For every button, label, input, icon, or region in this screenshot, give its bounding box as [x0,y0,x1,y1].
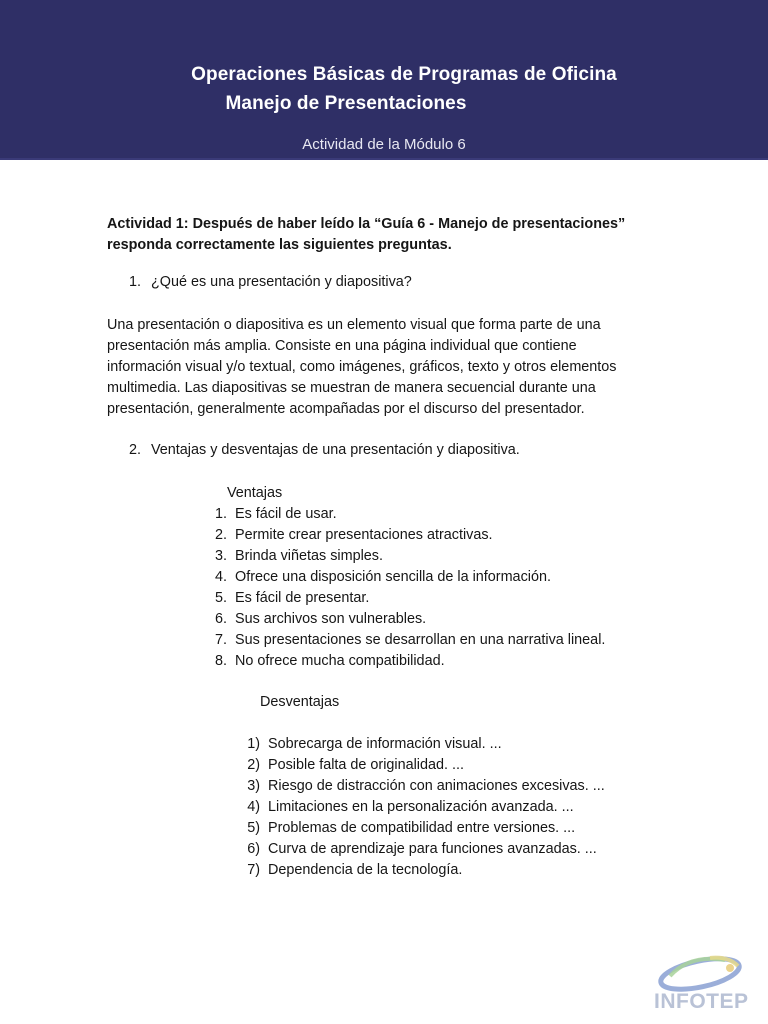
list-item: 4) Limitaciones en la personalización avanzada. ... [247,799,574,815]
logo-text: INFOTEP [654,990,749,1013]
list-item: 3) Riesgo de distracción con animaciones excesivas. ... [247,778,605,794]
module-title: Manejo de Presentaciones [225,93,467,114]
list-item: 1) Sobrecarga de información visual. ... [247,736,502,752]
advantages-list [204,504,644,672]
question-1-text: ¿Qué es una presentación y diapositiva? [151,274,412,290]
header-banner [0,0,768,160]
question-2 [129,440,520,461]
list-item: 7) Dependencia de la tecnología. [247,862,463,878]
question-2-text: Ventajas y desventajas de una presentación y diapositiva. [151,442,520,458]
activity-instructions [107,214,667,256]
list-item: 2) Posible falta de originalidad. ... [247,757,464,773]
list-item: 2. Permite crear presentaciones atractivas. [214,527,493,543]
list-item: 1. Es fácil de usar. [214,506,337,522]
answer-line: presentación más amplia. Consiste en una página individual que contiene [107,338,577,354]
list-item: 3. Brinda viñetas simples. [214,548,383,564]
answer-line: presentación, generalmente acompañadas por el discurso del presentador. [107,401,585,417]
list-item: 6) Curva de aprendizaje para funciones avanzadas. ... [247,841,597,857]
list-item: 6. Sus archivos son vulnerables. [214,611,427,627]
question-2-number: 2. [129,442,142,458]
question-1 [129,272,412,293]
question-1-answer [107,315,667,420]
answer-line: multimedia. Las diapositivas se muestran de manera secuencial durante una [107,380,596,396]
activity-subtitle: Actividad de la Módulo 6 [302,136,466,153]
list-item: 5. Es fácil de presentar. [214,590,370,606]
list-item: 7. Sus presentaciones se desarrollan en una narrativa lineal. [214,632,606,648]
list-item: 5) Problemas de compatibilidad entre versiones. ... [247,820,576,836]
instruction-line-2: responda correctamente las siguientes preguntas. [107,237,452,253]
advantages-heading: Ventajas [227,485,283,501]
list-item: 4. Ofrece una disposición sencilla de la información. [214,569,551,585]
course-title: Operaciones Básicas de Programas de Oficina [191,64,617,85]
question-1-number: 1. [129,274,142,290]
list-item: 8. No ofrece mucha compatibilidad. [214,653,445,669]
disadvantages-list [236,734,676,881]
answer-line: Una presentación o diapositiva es un elemento visual que forma parte de una [107,317,601,333]
answer-line: información visual y/o textual, como imágenes, gráficos, texto y otros elementos [107,359,617,375]
disadvantages-heading: Desventajas [260,694,340,710]
instruction-line-1: Actividad 1: Después de haber leído la “Guía 6 - Manejo de presentaciones” [107,216,626,232]
